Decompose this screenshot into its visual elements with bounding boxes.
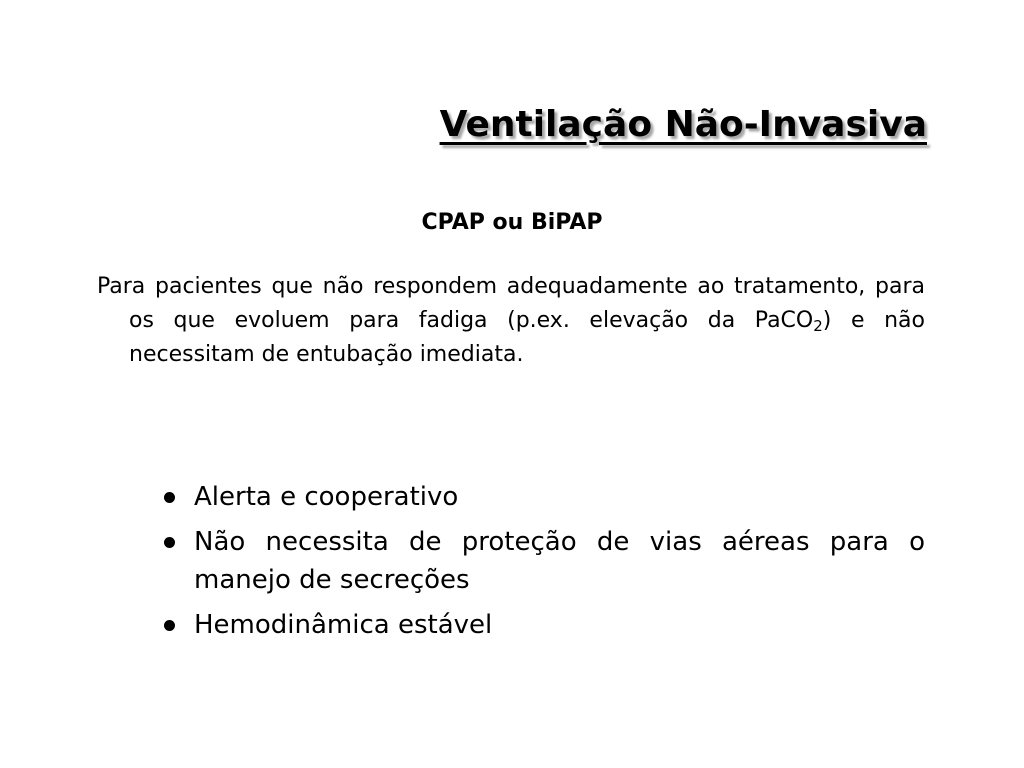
slide-subtitle: CPAP ou BiPAP (421, 210, 603, 235)
paragraph-text-start: Para pacientes que não respondem adequadamente ao tratamento, para os que evoluem para fadiga (p.ex. elevação da PaCO (97, 274, 925, 333)
paragraph-text-end: ) e não necessitam de entubação imediata. (129, 308, 925, 367)
list-item (160, 478, 925, 516)
slide-title: Ventilação Não-Invasiva (439, 104, 927, 145)
bullet-icon (164, 492, 175, 503)
paragraph-subscript: 2 (813, 317, 823, 335)
bullet-icon (164, 620, 175, 631)
intro-paragraph (97, 270, 925, 372)
list-item-text: Não necessita de proteção de vias aéreas para o manejo de secreções (194, 527, 925, 595)
list-item-text: Alerta e cooperativo (194, 482, 459, 512)
list-item (160, 606, 925, 644)
list-item-text: Hemodinâmica estável (194, 610, 493, 640)
criteria-list (160, 478, 925, 651)
list-item (160, 523, 925, 599)
bullet-icon (164, 537, 175, 548)
